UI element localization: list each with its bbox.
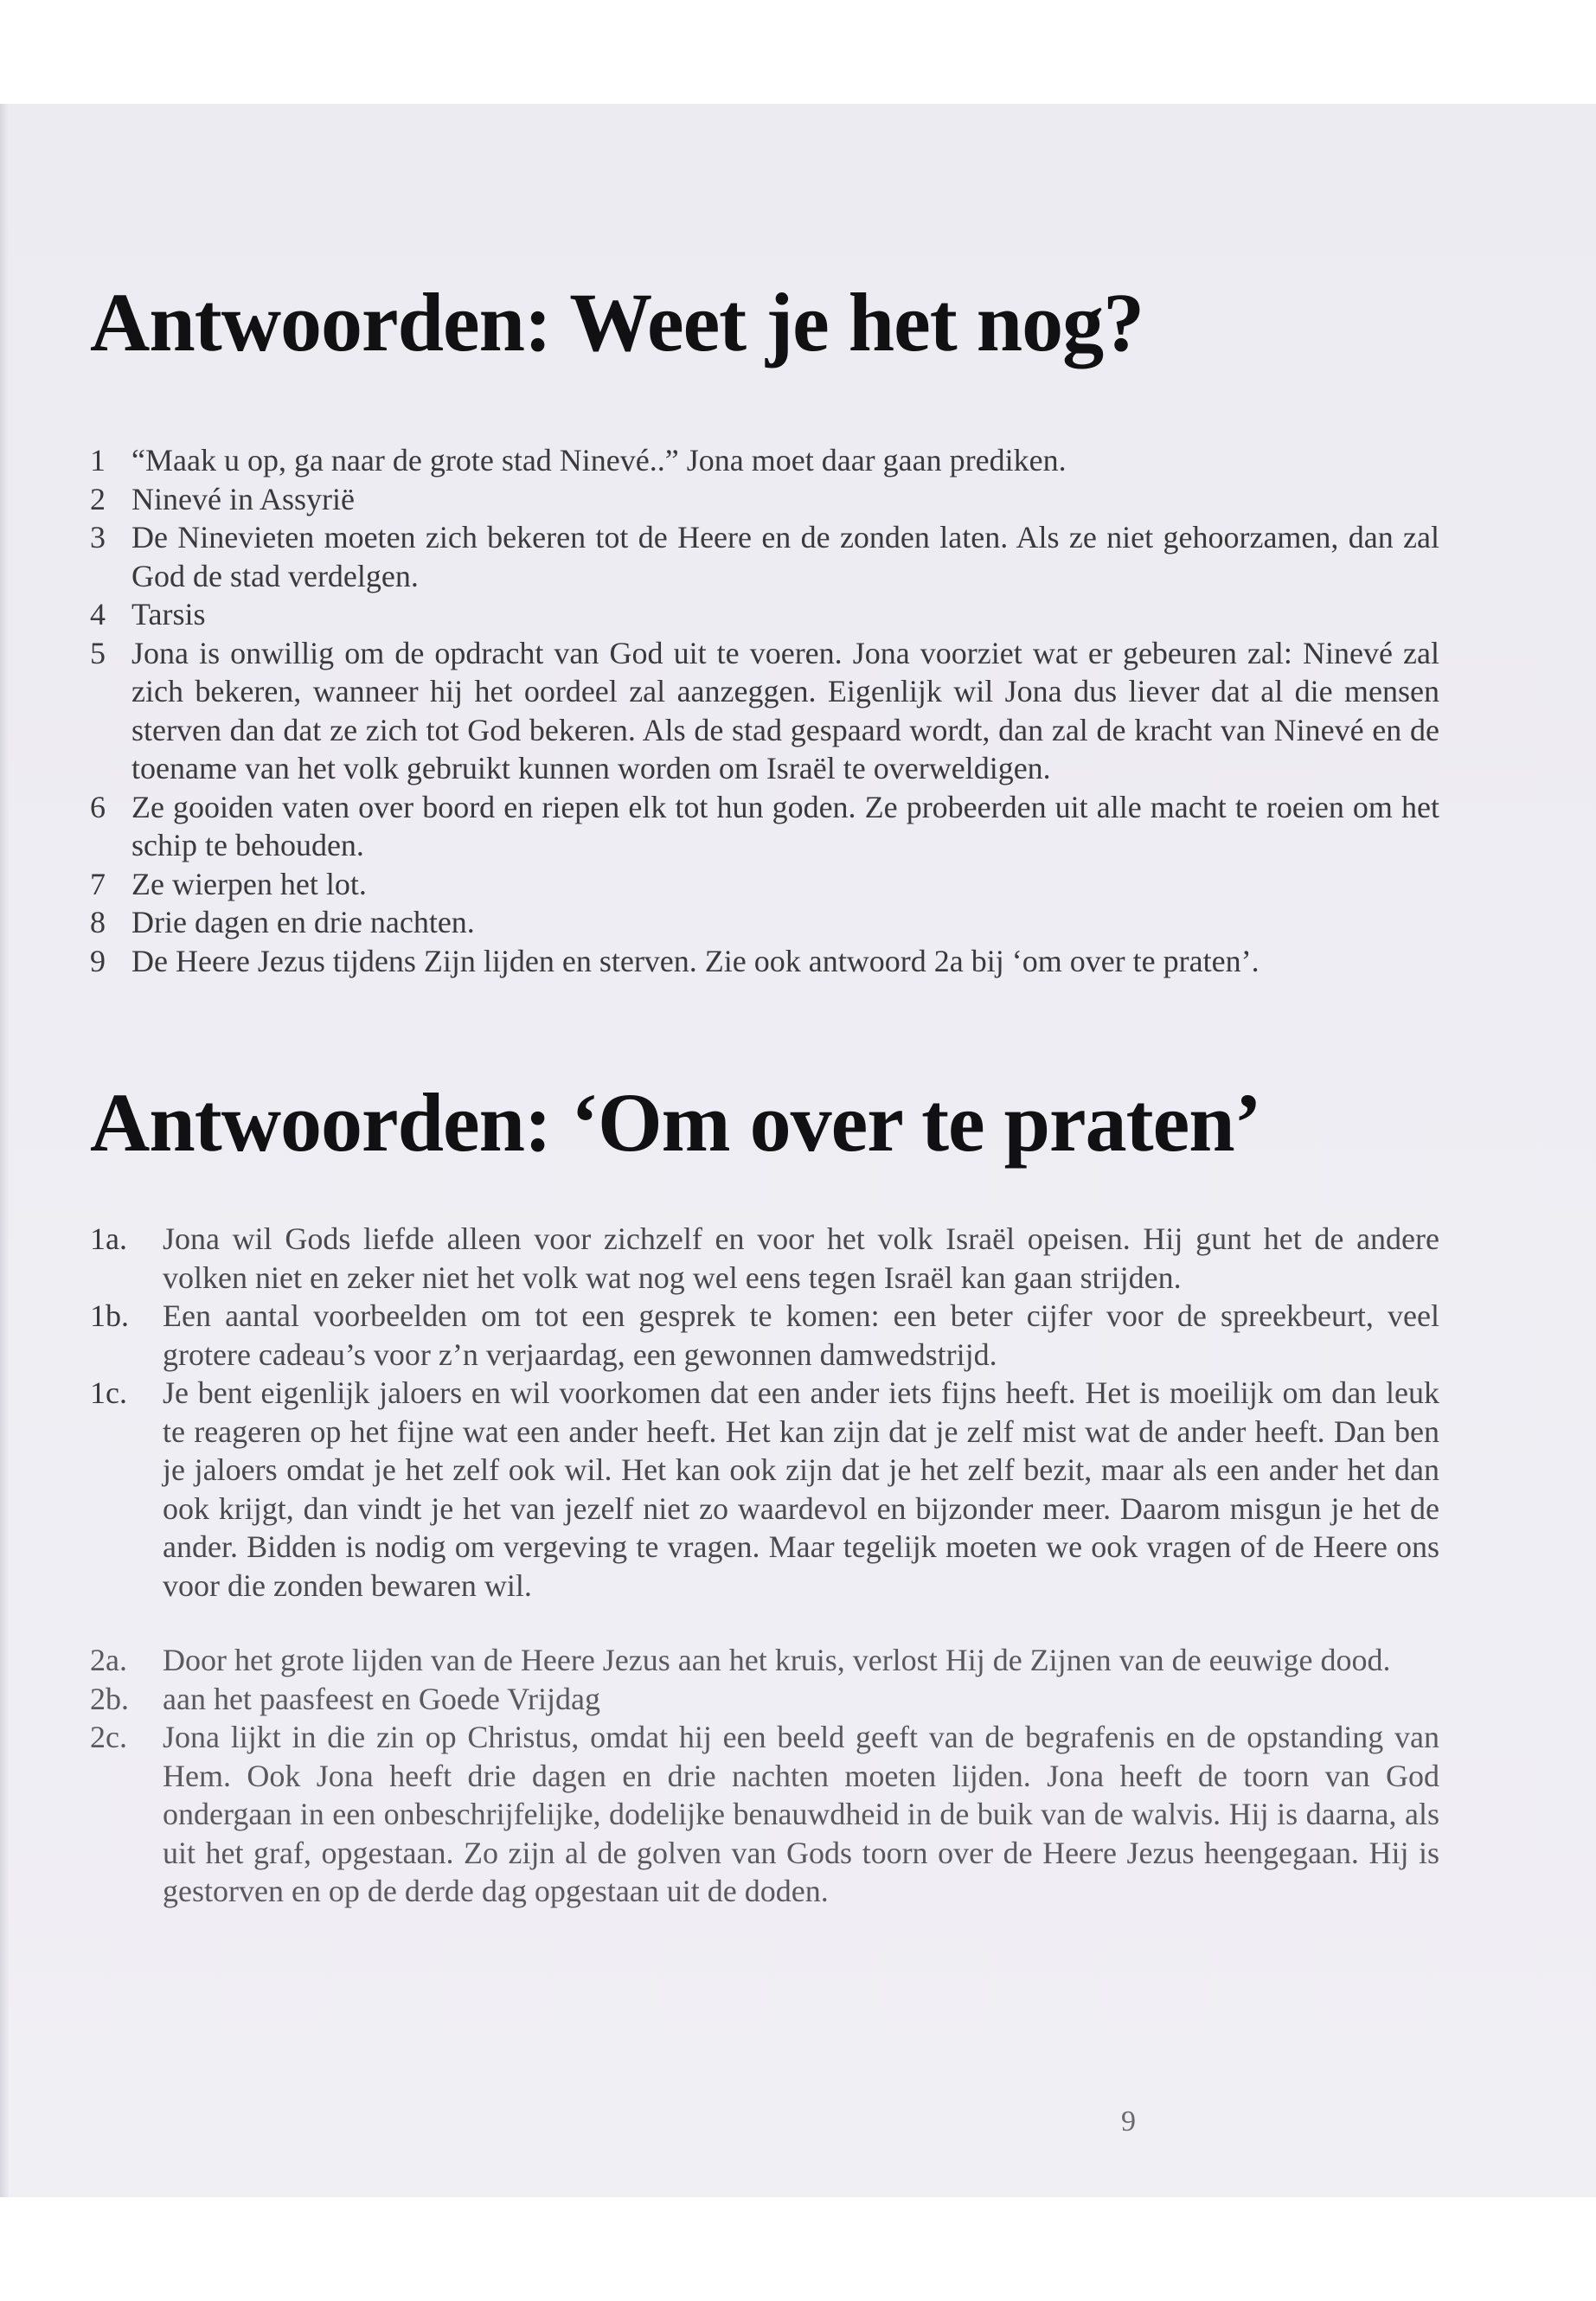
answer-item xyxy=(90,788,1439,865)
answer-item xyxy=(90,942,1439,981)
answer-item xyxy=(90,441,1439,480)
answer-number: 5 xyxy=(90,635,106,670)
answer-item xyxy=(90,595,1439,634)
answer-item xyxy=(90,1718,1439,1911)
answer-number: 2 xyxy=(90,481,106,516)
answer-number: 4 xyxy=(90,597,106,631)
answer-item xyxy=(90,903,1439,942)
answer-number: 1 xyxy=(90,443,106,478)
answer-item xyxy=(90,1297,1439,1374)
answer-number: 1b. xyxy=(90,1298,129,1333)
answers-list-weet-je-het-nog xyxy=(90,441,1439,980)
answer-text: Tarsis xyxy=(131,597,206,631)
answer-text: Ze gooiden vaten over boord en riepen elk tot hun goden. Ze probeerden uit alle macht te roeien om het schip te behouden. xyxy=(131,789,1439,862)
heading-weet-je-het-nog: Antwoorden: Weet je het nog? xyxy=(90,276,1144,369)
answer-text: Ninevé in Assyrië xyxy=(131,481,355,516)
answer-number: 2b. xyxy=(90,1681,129,1716)
answer-text: De Ninevieten moeten zich bekeren tot de Heere en de zonden laten. Als ze niet gehoorzamen, dan zal God de stad verdelgen. xyxy=(131,520,1439,593)
answer-number: 2a. xyxy=(90,1643,127,1677)
answer-text: Jona wil Gods liefde alleen voor zichzelf en voor het volk Israël opeisen. Hij gunt het de andere volken niet en zeker niet het volk wat nog wel eens tegen Israël kan gaan strijden. xyxy=(163,1221,1439,1295)
answer-text: Jona lijkt in die zin op Christus, omdat hij een beeld geeft van de begrafenis en de opstanding van Hem. Ook Jona heeft drie dagen en drie nachten moeten lijden. Jona heeft de toorn van God ondergaan in een onbeschrijfelijke, dodelijke benauwdheid in de buik van de walvis. Hij is daarna, als uit het graf, opgestaan. Zo zijn al de golven van Gods toorn over de Heere Jezus heengegaan. Hij is gestorven en op de derde dag opgestaan uit de doden. xyxy=(163,1720,1439,1908)
heading-om-over-te-praten: Antwoorden: ‘Om over te praten’ xyxy=(90,1076,1261,1169)
answer-item xyxy=(90,518,1439,595)
answer-text: Je bent eigenlijk jaloers en wil voorkomen dat een ander iets fijns heeft. Het is moeilijk om dan leuk te reageren op het fijne wat een ander heeft. Het kan zijn dat je zelf mist wat de ander heeft. Dan ben je jaloers omdat je het zelf ook wil. Het kan ook zijn dat je het zelf bezit, maar als een ander het dan ook krijgt, dan vindt je het van jezelf niet zo waardevol en bijzonder meer. Daarom misgun je het de ander. Bidden is nodig om vergeving te vragen. Maar tegelijk moeten we ook vragen of de Heere ons voor die zonden bewaren wil. xyxy=(163,1375,1439,1603)
answer-item xyxy=(90,1641,1439,1680)
answer-number: 6 xyxy=(90,789,106,824)
answer-item xyxy=(90,1680,1439,1719)
answer-number: 8 xyxy=(90,905,106,939)
answer-text: Drie dagen en drie nachten. xyxy=(131,905,475,939)
answer-number: 1a. xyxy=(90,1221,127,1256)
answer-number: 2c. xyxy=(90,1720,127,1754)
answer-item xyxy=(90,1374,1439,1605)
answer-text: “Maak u op, ga naar de grote stad Ninevé..” Jona moet daar gaan prediken. xyxy=(131,443,1067,478)
page-number: 9 xyxy=(1121,2106,1136,2138)
answer-text: Ze wierpen het lot. xyxy=(131,866,367,901)
answer-number: 3 xyxy=(90,520,106,554)
answers-list-om-over-te-praten xyxy=(90,1220,1439,1911)
answer-number: 9 xyxy=(90,943,106,978)
answer-text: Door het grote lijden van de Heere Jezus aan het kruis, verlost Hij de Zijnen van de eeuwige dood. xyxy=(163,1643,1391,1677)
answer-text: Een aantal voorbeelden om tot een gesprek te komen: een beter cijfer voor de spreekbeurt, veel grotere cadeau’s voor z’n verjaardag, een gewonnen damwedstrijd. xyxy=(163,1298,1439,1372)
answer-item xyxy=(90,634,1439,788)
answer-number: 1c. xyxy=(90,1375,127,1410)
answer-text: Jona is onwillig om de opdracht van God uit te voeren. Jona voorziet wat er gebeuren zal: Ninevé zal zich bekeren, wanneer hij het oordeel zal aanzeggen. Eigenlijk wil Jona dus liever dat al die mensen sterven dan dat ze zich tot God bekeren. Als de stad gespaard wordt, dan zal de kracht van Ninevé en de toename van het volk gebruikt kunnen worden om Israël te overweldigen. xyxy=(131,635,1439,785)
answer-text: aan het paasfeest en Goede Vrijdag xyxy=(163,1681,600,1716)
answer-text: De Heere Jezus tijdens Zijn lijden en sterven. Zie ook antwoord 2a bij ‘om over te praten’. xyxy=(131,943,1259,978)
answer-item xyxy=(90,1220,1439,1297)
answer-item xyxy=(90,480,1439,519)
page-spine-shadow xyxy=(0,104,9,2197)
answer-item xyxy=(90,865,1439,904)
answer-number: 7 xyxy=(90,866,106,901)
